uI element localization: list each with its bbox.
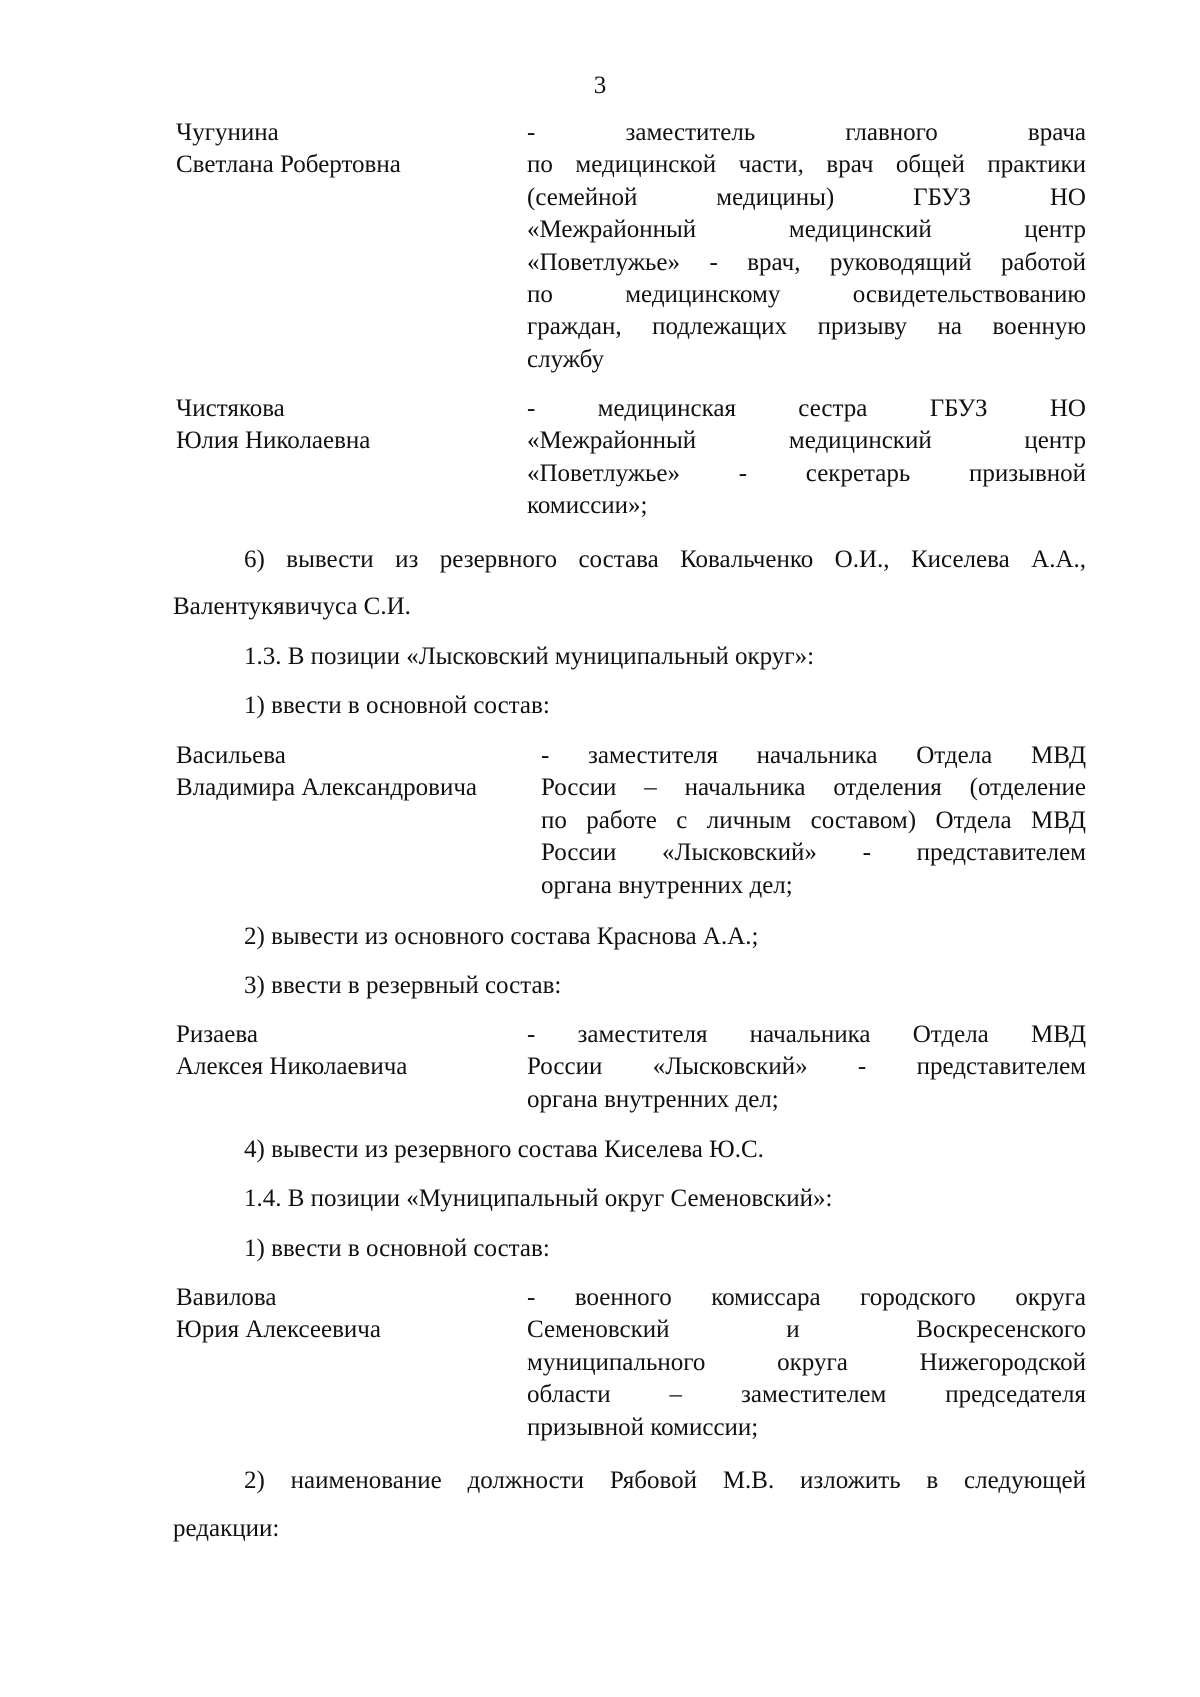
position-line: - военного комиссара городского округа <box>527 1284 1086 1311</box>
position-line: муниципального округа Нижегородской <box>527 1348 1086 1376</box>
position-line: России «Лысковский» - представителем <box>527 1053 1086 1081</box>
member-position <box>527 1282 1086 1444</box>
position-line: - заместитель главного врача <box>527 119 1086 146</box>
surname: Чистякова <box>176 395 285 422</box>
member-position <box>527 117 1086 376</box>
position-line: России «Лысковский» - представителем <box>541 839 1086 867</box>
position-line: призывной комиссии; <box>527 1413 759 1441</box>
member-name <box>176 117 401 182</box>
position-line: - заместителя начальника Отдела МВД <box>527 1021 1086 1048</box>
paragraph-1-4-2: 2) наименование должности Рябовой М.В. изложить в следующей <box>244 1467 1086 1494</box>
position-line: России – начальника отделения (отделение <box>541 774 1086 802</box>
member-name <box>176 393 370 458</box>
position-line: области – заместителем председателя <box>527 1381 1086 1409</box>
member-entry-chistyakova <box>176 393 1086 523</box>
position-line: Семеновский и Воскресенского <box>527 1316 1086 1344</box>
position-line: «Межрайонный медицинский центр <box>527 427 1086 455</box>
member-name <box>176 740 477 805</box>
member-name <box>176 1282 381 1347</box>
paragraph-1-3-2: 2) вывести из основного состава Краснова А.А.; <box>244 923 759 950</box>
member-entry-rizaev <box>176 1019 1086 1119</box>
position-line: граждан, подлежащих призыву на военную <box>527 313 1086 341</box>
position-line: комиссии»; <box>527 492 648 520</box>
paragraph-6: 6) вывести из резервного состава Ковальченко О.И., Киселева А.А., <box>244 546 1086 573</box>
surname: Вавилова <box>176 1284 277 1311</box>
position-line: органа внутренних дел; <box>527 1085 779 1113</box>
position-line: - медицинская сестра ГБУЗ НО <box>527 395 1086 422</box>
position-line: по медицинскому освидетельствованию <box>527 281 1086 309</box>
position-line: по медицинской части, врач общей практики <box>527 151 1086 179</box>
member-name <box>176 1019 407 1084</box>
member-entry-vasilyev <box>176 740 1086 905</box>
surname: Чугунина <box>176 119 279 146</box>
member-position <box>527 1019 1086 1116</box>
paragraph-1-3-1: 1) ввести в основной состав: <box>244 692 550 719</box>
surname: Васильева <box>176 742 286 769</box>
given-names: Алексея Николаевича <box>176 1053 408 1081</box>
given-names: Светлана Робертовна <box>176 151 401 179</box>
member-entry-chugunina <box>176 117 1086 377</box>
member-position <box>541 740 1086 902</box>
position-line: «Поветлужье» - врач, руководящий работой <box>527 248 1086 276</box>
position-line: службу <box>527 345 604 373</box>
paragraph-1-4-2-continued: редакции: <box>173 1515 280 1542</box>
position-line: по работе с личным составом) Отдела МВД <box>541 806 1086 834</box>
given-names: Юлия Николаевна <box>176 427 371 455</box>
position-line: - заместителя начальника Отдела МВД <box>541 742 1086 769</box>
page-number: 3 <box>593 72 607 99</box>
given-names: Юрия Алексеевича <box>176 1316 381 1344</box>
position-line: «Поветлужье» - секретарь призывной <box>527 459 1086 487</box>
paragraph-1-3-3: 3) ввести в резервный состав: <box>244 972 562 999</box>
surname: Ризаева <box>176 1021 258 1048</box>
section-1-4-heading: 1.4. В позиции «Муниципальный округ Семеновский»: <box>244 1185 833 1212</box>
member-position <box>527 393 1086 523</box>
paragraph-6-continued: Валентукявичуса С.И. <box>173 593 411 620</box>
paragraph-1-4-1: 1) ввести в основной состав: <box>244 1235 550 1262</box>
paragraph-1-3-4: 4) вывести из резервного состава Киселева Ю.С. <box>244 1136 764 1163</box>
position-line: органа внутренних дел; <box>541 871 793 899</box>
given-names: Владимира Александровича <box>176 774 477 802</box>
position-line: «Межрайонный медицинский центр <box>527 216 1086 244</box>
section-1-3-heading: 1.3. В позиции «Лысковский муниципальный округ»: <box>244 643 815 670</box>
member-entry-vavilov <box>176 1282 1086 1447</box>
position-line: (семейной медицины) ГБУЗ НО <box>527 183 1086 211</box>
